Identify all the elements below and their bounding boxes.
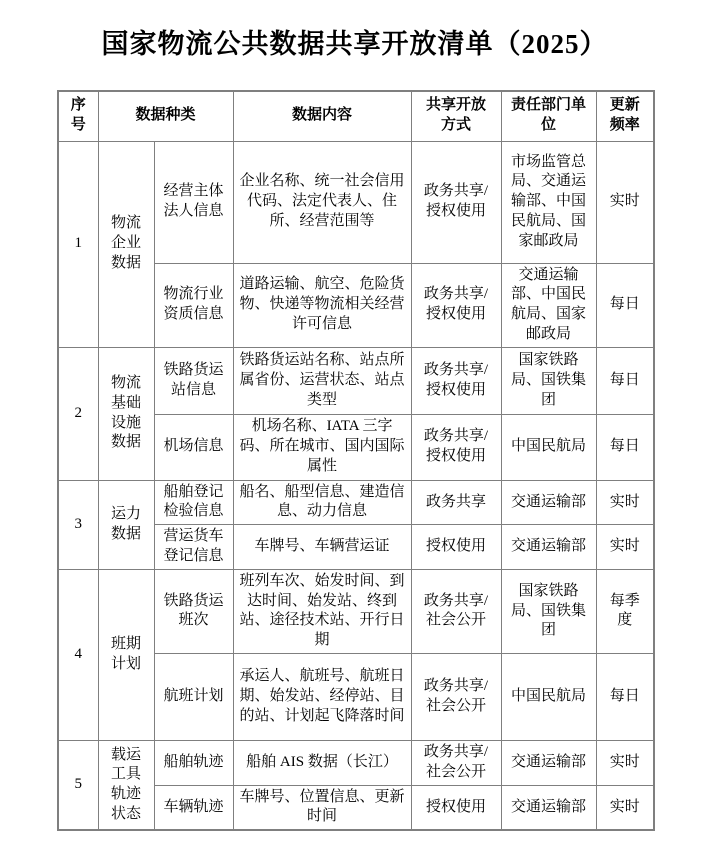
content-cell: 船名、船型信息、建造信息、动力信息 bbox=[233, 480, 411, 525]
unit-cell: 交通运输部、中国民航局、国家邮政局 bbox=[501, 263, 596, 347]
frequency-cell: 每季度 bbox=[596, 569, 654, 653]
subcategory-cell: 经营主体法人信息 bbox=[154, 141, 233, 263]
method-cell: 授权使用 bbox=[411, 525, 501, 570]
seq-cell: 3 bbox=[58, 480, 98, 569]
method-cell: 政务共享/授权使用 bbox=[411, 263, 501, 347]
method-cell: 政务共享/授权使用 bbox=[411, 347, 501, 414]
content-cell: 船舶 AIS 数据（长江） bbox=[233, 741, 411, 786]
subcategory-cell: 铁路货运班次 bbox=[154, 569, 233, 653]
method-cell: 政务共享/社会公开 bbox=[411, 569, 501, 653]
subcategory-cell: 机场信息 bbox=[154, 414, 233, 480]
seq-cell: 2 bbox=[58, 347, 98, 480]
method-cell: 政务共享/授权使用 bbox=[411, 414, 501, 480]
content-cell: 车牌号、车辆营运证 bbox=[233, 525, 411, 570]
content-cell: 道路运输、航空、危险货物、快递等物流相关经营许可信息 bbox=[233, 263, 411, 347]
category-cell: 运力数据 bbox=[98, 480, 154, 569]
subcategory-cell: 铁路货运站信息 bbox=[154, 347, 233, 414]
content-cell: 车牌号、位置信息、更新时间 bbox=[233, 785, 411, 830]
subcategory-cell: 航班计划 bbox=[154, 654, 233, 741]
header-frequency: 更新频率 bbox=[596, 91, 654, 141]
method-cell: 授权使用 bbox=[411, 785, 501, 830]
seq-cell: 5 bbox=[58, 741, 98, 831]
content-cell: 铁路货运站名称、站点所属省份、运营状态、站点类型 bbox=[233, 347, 411, 414]
frequency-cell: 实时 bbox=[596, 141, 654, 263]
table-row bbox=[58, 480, 654, 525]
content-cell: 机场名称、IATA 三字码、所在城市、国内国际属性 bbox=[233, 414, 411, 480]
frequency-cell: 实时 bbox=[596, 525, 654, 570]
data-sharing-table bbox=[57, 90, 655, 831]
frequency-cell: 每日 bbox=[596, 263, 654, 347]
unit-cell: 中国民航局 bbox=[501, 414, 596, 480]
unit-cell: 国家铁路局、国铁集团 bbox=[501, 347, 596, 414]
frequency-cell: 每日 bbox=[596, 414, 654, 480]
frequency-cell: 每日 bbox=[596, 654, 654, 741]
unit-cell: 交通运输部 bbox=[501, 741, 596, 786]
unit-cell: 交通运输部 bbox=[501, 480, 596, 525]
category-cell: 物流基础设施数据 bbox=[98, 347, 154, 480]
method-cell: 政务共享 bbox=[411, 480, 501, 525]
category-cell: 载运工具轨迹状态 bbox=[98, 741, 154, 831]
seq-cell: 1 bbox=[58, 141, 98, 347]
subcategory-cell: 船舶登记检验信息 bbox=[154, 480, 233, 525]
header-method: 共享开放方式 bbox=[411, 91, 501, 141]
header-content: 数据内容 bbox=[233, 91, 411, 141]
table-row bbox=[58, 141, 654, 263]
subcategory-cell: 营运货车登记信息 bbox=[154, 525, 233, 570]
content-cell: 企业名称、统一社会信用代码、法定代表人、住所、经营范围等 bbox=[233, 141, 411, 263]
page-title: 国家物流公共数据共享开放清单（2025） bbox=[101, 29, 608, 59]
table-row bbox=[58, 569, 654, 653]
header-seq: 序号 bbox=[58, 91, 98, 141]
frequency-cell: 实时 bbox=[596, 480, 654, 525]
unit-cell: 中国民航局 bbox=[501, 654, 596, 741]
frequency-cell: 每日 bbox=[596, 347, 654, 414]
unit-cell: 交通运输部 bbox=[501, 785, 596, 830]
table-row bbox=[58, 741, 654, 786]
seq-cell: 4 bbox=[58, 569, 98, 740]
frequency-cell: 实时 bbox=[596, 785, 654, 830]
content-cell: 承运人、航班号、航班日期、始发站、经停站、目的站、计划起飞降落时间 bbox=[233, 654, 411, 741]
content-cell: 班列车次、始发时间、到达时间、始发站、终到站、途径技术站、开行日期 bbox=[233, 569, 411, 653]
subcategory-cell: 车辆轨迹 bbox=[154, 785, 233, 830]
method-cell: 政务共享/社会公开 bbox=[411, 654, 501, 741]
category-cell: 物流企业数据 bbox=[98, 141, 154, 347]
table-row bbox=[58, 347, 654, 414]
unit-cell: 交通运输部 bbox=[501, 525, 596, 570]
unit-cell: 国家铁路局、国铁集团 bbox=[501, 569, 596, 653]
subcategory-cell: 物流行业资质信息 bbox=[154, 263, 233, 347]
frequency-cell: 实时 bbox=[596, 741, 654, 786]
method-cell: 政务共享/社会公开 bbox=[411, 741, 501, 786]
unit-cell: 市场监管总局、交通运输部、中国民航局、国家邮政局 bbox=[501, 141, 596, 263]
header-category: 数据种类 bbox=[98, 91, 233, 141]
table-header-row bbox=[58, 91, 654, 141]
method-cell: 政务共享/授权使用 bbox=[411, 141, 501, 263]
category-cell: 班期计划 bbox=[98, 569, 154, 740]
subcategory-cell: 船舶轨迹 bbox=[154, 741, 233, 786]
header-unit: 责任部门单位 bbox=[501, 91, 596, 141]
